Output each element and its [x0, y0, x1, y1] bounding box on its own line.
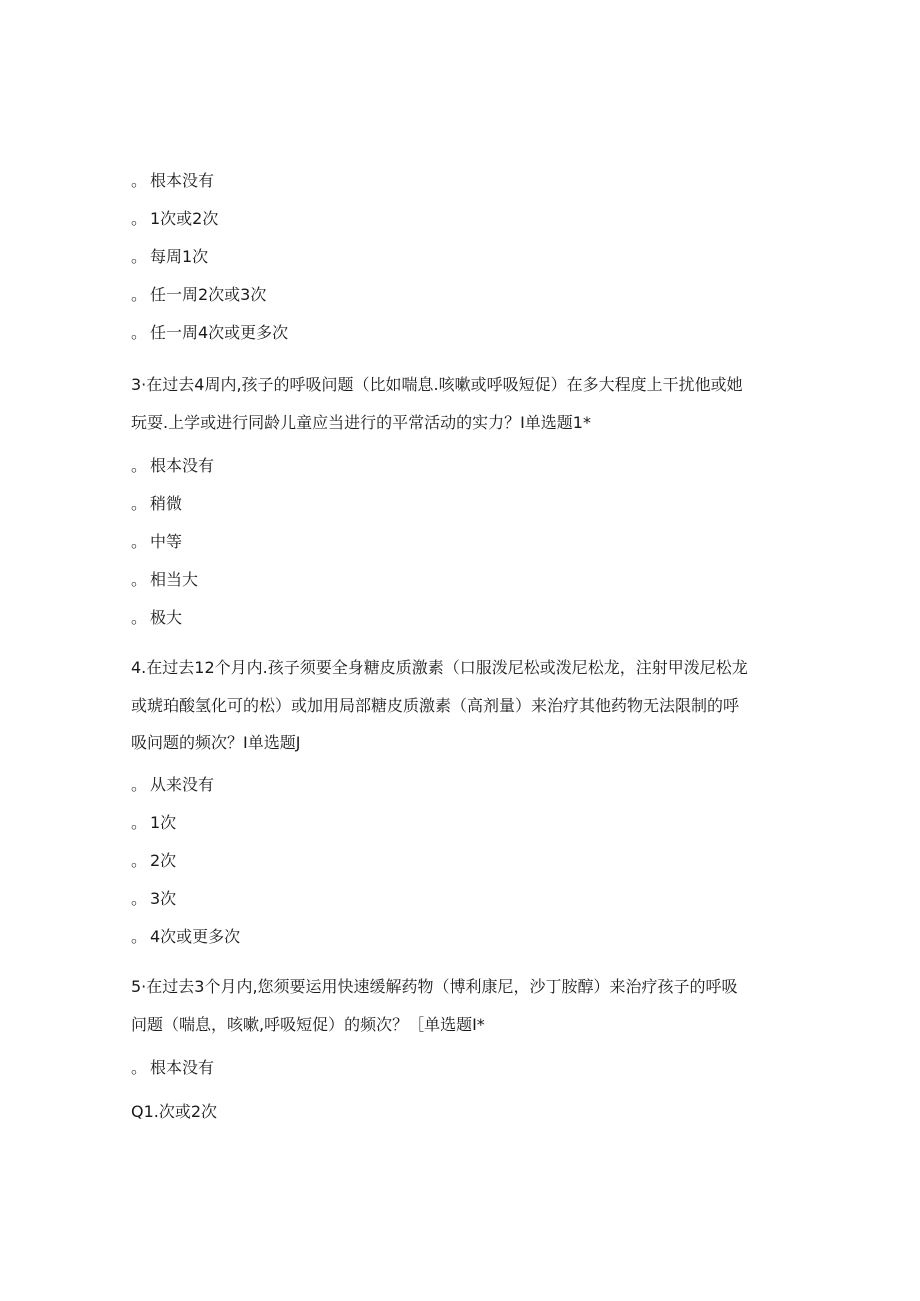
- option-label: 根本没有: [150, 1058, 215, 1077]
- option-bullet: 。: [131, 813, 148, 832]
- option-bullet: 。: [131, 532, 148, 551]
- option-label: 从来没有: [150, 775, 215, 794]
- option-label: 中等: [150, 532, 183, 551]
- option-label: 稍微: [150, 494, 183, 513]
- option-bullet: 。: [131, 927, 148, 946]
- option-label: 1次或2次: [150, 209, 219, 228]
- option-label: 根本没有: [150, 171, 215, 190]
- option-bullet: 。: [131, 775, 148, 794]
- option-bullet: 。: [131, 608, 148, 627]
- q4-option-5: [131, 927, 240, 947]
- q5-text-line-1: 5·在过去3个月内,您须要运用快速缓解药物（博利康尼，沙丁胺醇）来治疗孩子的呼吸: [131, 977, 738, 996]
- option-label: 任一周2次或3次: [150, 285, 267, 304]
- q5-text-line-2: 问题（喘息，咳嗽,呼吸短促）的频次？［单选题I*: [131, 1015, 485, 1034]
- q2-option-1: [131, 171, 214, 191]
- q5-option-1: [131, 1058, 214, 1078]
- q4-option-3: [131, 851, 176, 871]
- option-bullet: 。: [131, 171, 148, 190]
- q4-option-2: [131, 813, 176, 833]
- q2-option-2: [131, 209, 218, 229]
- option-bullet: 。: [131, 570, 148, 589]
- q5-option-2-ocr: Q1.次或2次: [131, 1102, 218, 1121]
- option-bullet: 。: [131, 247, 148, 266]
- option-bullet: 。: [131, 851, 148, 870]
- option-label: 4次或更多次: [150, 927, 241, 946]
- q4-option-1: [131, 775, 214, 795]
- option-bullet: 。: [131, 1058, 148, 1077]
- q3-text-line-1: 3·在过去4周内,孩子的呼吸问题（比如喘息.咳嗽或呼吸短促）在多大程度上干扰他或她: [131, 375, 743, 394]
- q2-option-4: [131, 285, 266, 305]
- option-bullet: 。: [131, 494, 148, 513]
- option-label: 2次: [150, 851, 177, 870]
- q4-text-line-1: 4.在过去12个月内.孩子须要全身糖皮质激素（口服泼尼松或泼尼松龙，注射甲泼尼松龙: [131, 658, 748, 677]
- q4-text-line-2: 或琥珀酸氢化可的松）或加用局部糖皮质激素（高剂量）来治疗其他药物无法限制的呼: [131, 696, 740, 715]
- q3-option-4: [131, 570, 198, 590]
- option-label: 极大: [150, 608, 183, 627]
- option-bullet: 。: [131, 323, 148, 342]
- option-label: 任一周4次或更多次: [150, 323, 289, 342]
- option-label: 每周1次: [150, 247, 209, 266]
- option-bullet: 。: [131, 889, 148, 908]
- q4-text-line-3: 吸问题的频次？I单选题J: [131, 733, 301, 752]
- option-label: 相当大: [150, 570, 199, 589]
- option-label: 3次: [150, 889, 177, 908]
- q2-option-5: [131, 323, 288, 343]
- q3-text-line-2: 玩耍.上学或进行同龄儿童应当进行的平常活动的实力？I单选题1*: [131, 413, 591, 432]
- option-bullet: 。: [131, 209, 148, 228]
- option-bullet: 。: [131, 285, 148, 304]
- q3-option-3: [131, 532, 182, 552]
- option-bullet: 。: [131, 456, 148, 475]
- q3-option-5: [131, 608, 182, 628]
- option-label: 根本没有: [150, 456, 215, 475]
- q2-option-3: [131, 247, 208, 267]
- option-label: 1次: [150, 813, 177, 832]
- q3-option-1: [131, 456, 214, 476]
- q3-option-2: [131, 494, 182, 514]
- q4-option-4: [131, 889, 176, 909]
